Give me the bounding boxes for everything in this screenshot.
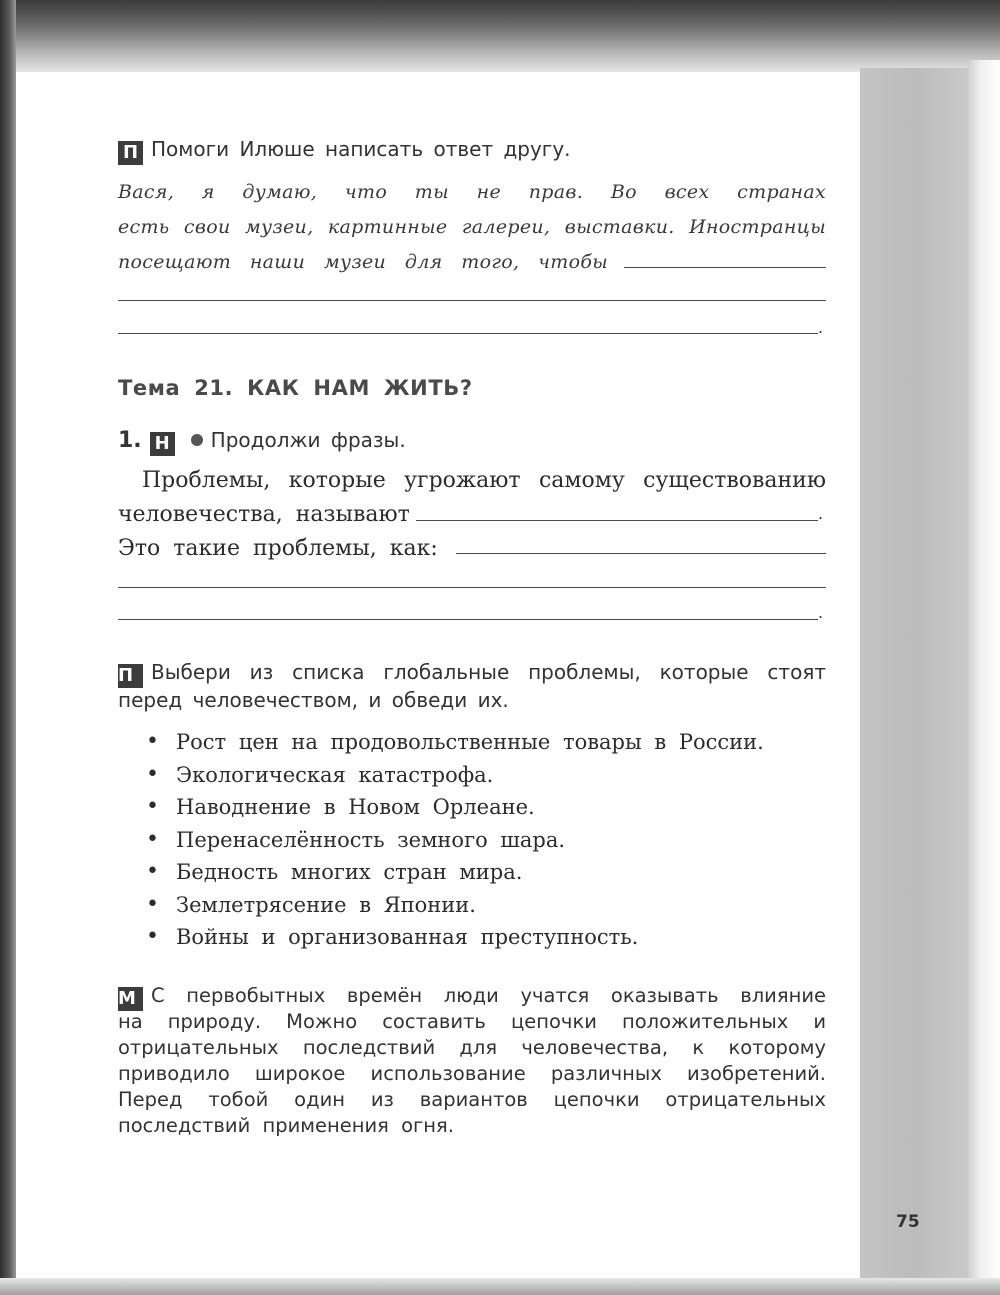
list-item[interactable]: • Наводнение в Новом Орлеане. bbox=[146, 791, 826, 824]
task1-line-end-dot-1: . bbox=[818, 504, 824, 523]
task-m-line-4: приводило широкое использование различных изобретений. bbox=[118, 1062, 826, 1085]
scan-edge-right bbox=[968, 60, 1000, 1295]
task1-answer-line-2[interactable] bbox=[456, 553, 826, 554]
marker-n: Н bbox=[150, 432, 175, 456]
task-choose-instruction-line-2: перед человечеством, и обведи их. bbox=[118, 688, 509, 712]
task1-instruction: Продолжи фразы. bbox=[210, 428, 406, 452]
task1-answer-line-3[interactable] bbox=[118, 587, 826, 588]
task1-answer-line-4[interactable] bbox=[118, 619, 818, 620]
task1-line-1: Проблемы, которые угрожают самому существованию bbox=[142, 468, 826, 493]
list-item[interactable]: • Войны и организованная преступность. bbox=[146, 921, 826, 954]
task-m-line-1 bbox=[118, 983, 826, 1011]
task-choose-text-1: Выбери из списка глобальные проблемы, которые стоят bbox=[151, 660, 826, 684]
task-help-text: Помоги Илюше написать ответ другу. bbox=[151, 137, 571, 161]
scan-shadow-bottom bbox=[0, 1278, 1000, 1295]
scan-shadow-top bbox=[0, 0, 1000, 72]
marker-p: П bbox=[118, 141, 143, 165]
list-item[interactable]: • Перенаселённость земного шара. bbox=[146, 824, 826, 857]
task-m-text-1: С первобытных времён люди учатся оказывать влияние bbox=[151, 984, 826, 1007]
marker-p: П bbox=[118, 664, 143, 688]
scan-shadow-left bbox=[0, 0, 16, 1295]
global-problems-list bbox=[146, 726, 826, 954]
marker-m: М bbox=[118, 987, 143, 1011]
list-item[interactable]: • Бедность многих стран мира. bbox=[146, 856, 826, 889]
page-number: 75 bbox=[896, 1212, 920, 1232]
task-m-line-5: Перед тобой один из вариантов цепочки отрицательных bbox=[118, 1088, 826, 1111]
task1-number: 1. bbox=[118, 428, 142, 453]
handwriting-line-3: посещают наши музеи для того, чтобы bbox=[118, 251, 608, 273]
list-item[interactable]: • Экологическая катастрофа. bbox=[146, 759, 826, 792]
task-m-line-3: отрицательных последствий для человечества, к которому bbox=[118, 1036, 826, 1059]
answer-line-end-dot: . bbox=[818, 318, 824, 337]
list-item[interactable]: • Рост цен на продовольственные товары в России. bbox=[146, 726, 826, 759]
task-m-line-2: на природу. Можно составить цепочки положительных и bbox=[118, 1010, 826, 1033]
topic-title: Тема 21. КАК НАМ ЖИТЬ? bbox=[118, 376, 473, 400]
task1-line-3: Это такие проблемы, как: bbox=[118, 536, 438, 561]
task1-line-end-dot-2: . bbox=[818, 603, 824, 622]
task-m-line-6: последствий применения огня. bbox=[118, 1114, 454, 1137]
page-side-strip bbox=[860, 68, 968, 1278]
handwriting-line-1: Вася, я думаю, что ты не прав. Во всех странах bbox=[118, 181, 826, 203]
handwriting-line-2: есть свои музеи, картинные галереи, выставки. Иностранцы bbox=[118, 216, 826, 238]
answer-line-2[interactable] bbox=[118, 300, 826, 301]
task1-line-2: человечества, называют bbox=[118, 502, 410, 527]
answer-line-1[interactable] bbox=[624, 267, 826, 268]
task1-answer-line-1[interactable] bbox=[416, 520, 818, 521]
answer-line-3[interactable] bbox=[118, 333, 818, 334]
list-item[interactable]: • Землетрясение в Японии. bbox=[146, 889, 826, 922]
task1-header bbox=[118, 428, 406, 456]
task-choose-instruction-line-1 bbox=[118, 660, 826, 688]
bullet-dot-icon bbox=[191, 434, 203, 446]
task-help-instruction bbox=[118, 137, 838, 165]
